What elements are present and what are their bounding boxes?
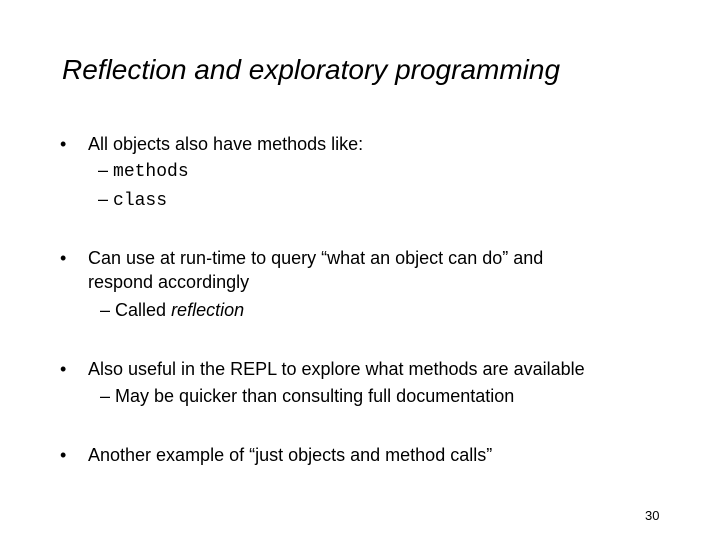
bullet-text: Can use at run-time to query “what an object can do” and [88, 248, 544, 268]
sub-text: May be quicker than consulting full documentation [115, 386, 515, 406]
page-number: 30 [645, 508, 660, 523]
sub-dash: – [100, 300, 111, 320]
code-text: class [113, 191, 168, 211]
sub-dash: – [100, 386, 111, 406]
bullet-text: Another example of “just objects and method calls” [88, 445, 493, 465]
sub-text: Called [115, 300, 172, 320]
bullet-text: Also useful in the REPL to explore what methods are available [88, 359, 585, 379]
bullet-dot: • [60, 359, 67, 379]
bullet-continuation: respond accordingly [88, 272, 250, 292]
italic-term: reflection [171, 300, 245, 320]
slide-title: Reflection and exploratory programming [62, 54, 561, 85]
bullet-text: All objects also have methods like: [88, 134, 364, 154]
bullet-dot: • [60, 445, 67, 465]
sub-dash: – [98, 189, 109, 209]
bullet-dot: • [60, 248, 67, 268]
sub-item [100, 298, 244, 322]
sub-item [98, 158, 189, 184]
sub-dash: – [98, 160, 109, 180]
bullet-dot: • [60, 134, 67, 154]
sub-item [98, 187, 167, 213]
sub-item [100, 384, 514, 408]
code-text: methods [113, 162, 189, 182]
